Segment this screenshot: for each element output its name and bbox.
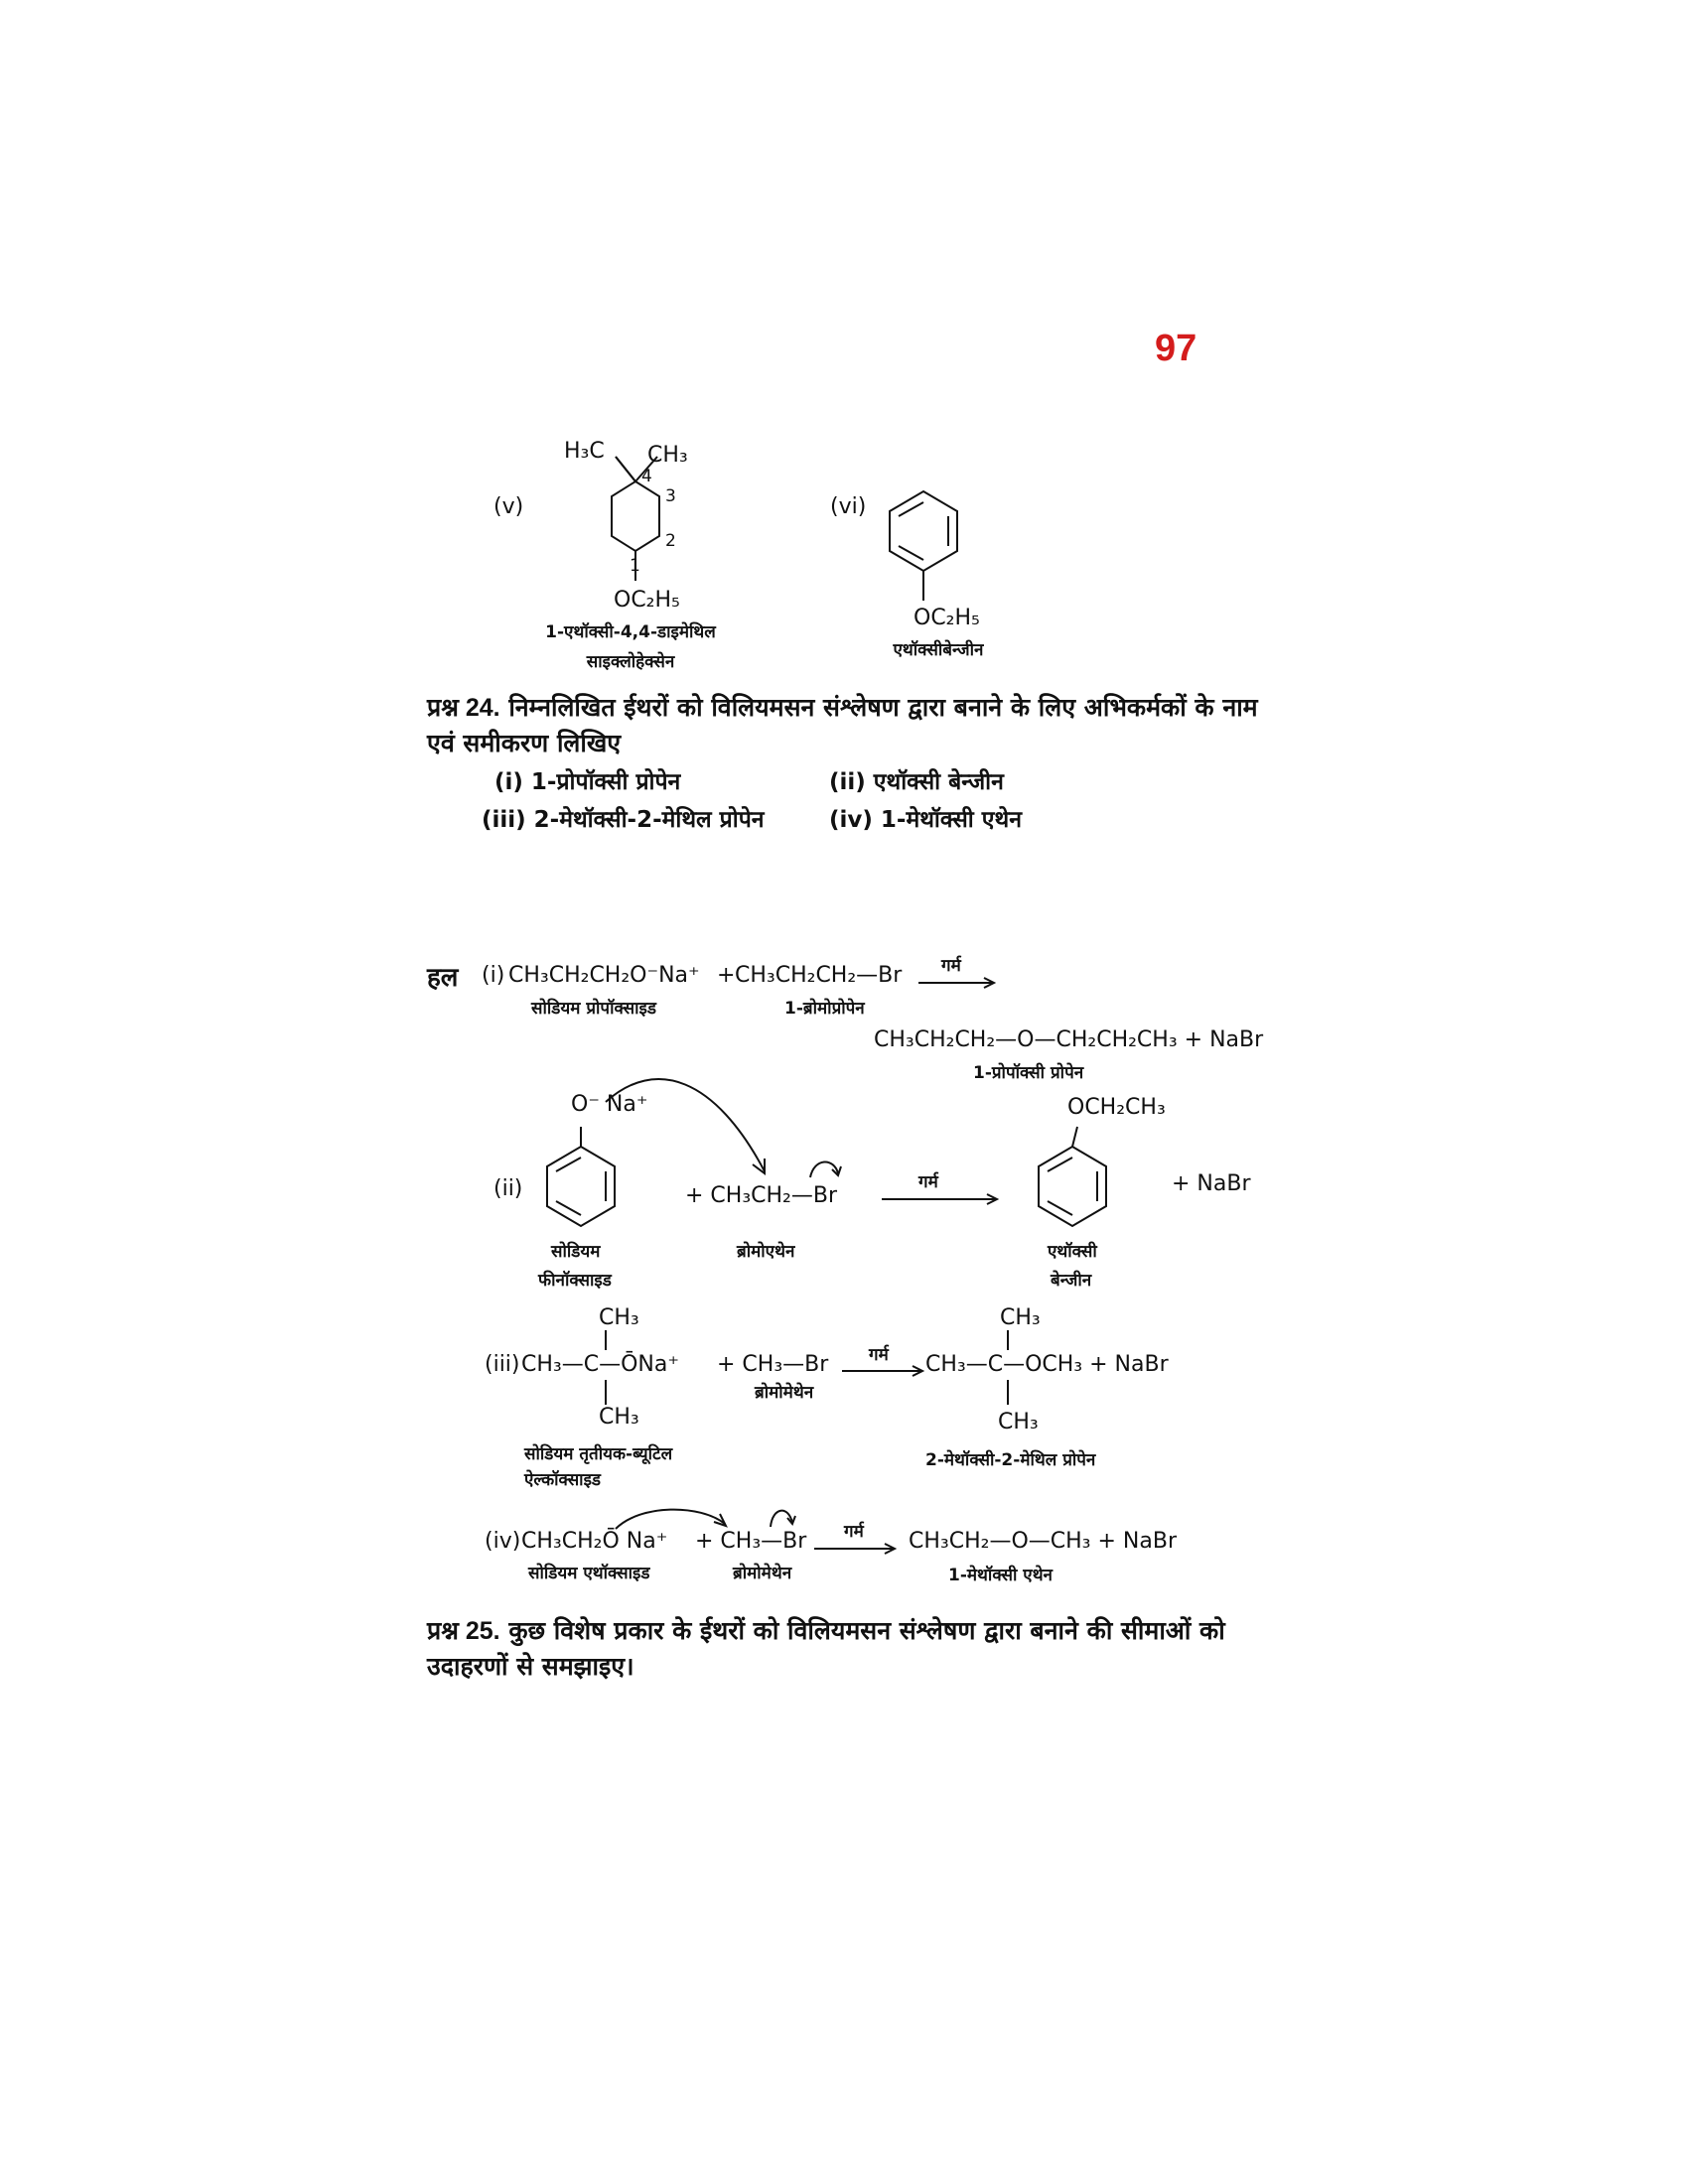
benzene-ring-vi (884, 491, 963, 620)
sol-iv-arrow (814, 1543, 899, 1555)
sol-i-plus: + (717, 963, 736, 988)
question-25 (427, 1613, 1281, 1685)
question-25-text: कुछ विशेष प्रकार के ईथरों को विलियमसन संश्लेषण द्वारा बनाने की सीमाओं को उदाहरणों से समझाइए। (427, 1616, 1225, 1681)
sol-iv-product-name: 1-मेथॉक्सी एथेन (948, 1566, 1053, 1585)
part-vi-name: एथॉक्सीबेन्जीन (893, 640, 984, 660)
cyclohexane-ring (586, 457, 685, 606)
sol-ii-reactant1-name-1: सोडियम (551, 1242, 601, 1262)
sol-iii-reactant1-name-1: सोडियम तृतीयक-ब्यूटिल (524, 1444, 673, 1464)
sol-ii-arrow (882, 1193, 1001, 1205)
solution-label: हल (427, 963, 459, 993)
q24-option-i: (i) 1-प्रोपॉक्सी प्रोपेन (494, 769, 681, 795)
sol-iii-reactant2: + CH₃—Br (717, 1352, 829, 1377)
sol-iii-reactant2-name: ब्रोमोमेथेन (755, 1383, 814, 1403)
sol-iii-reactant1-name (524, 1441, 672, 1493)
sol-iv-reactant2: + CH₃—Br (695, 1529, 807, 1554)
sol-ii-heat: गर्म (918, 1172, 938, 1192)
part-v-num4: 4 (641, 467, 652, 486)
question-24-number: प्रश्न 24. (427, 694, 500, 722)
sol-iv-reactant1-name: सोडियम एथॉक्साइड (528, 1564, 650, 1583)
sol-iv-heat: गर्म (844, 1522, 864, 1542)
sol-iii-product: CH₃—C—OCH₃ + NaBr (925, 1352, 1169, 1377)
q24-option-iii: (iii) 2-मेथॉक्सी-2-मेथिल प्रोपेन (482, 807, 765, 833)
part-v-num1: 1 (630, 556, 640, 576)
sol-i-heat: गर्म (941, 956, 961, 976)
sol-iii-arrow (842, 1365, 926, 1377)
sol-iii-reactant1-name-2: ऐल्कॉक्साइड (524, 1470, 602, 1490)
sol-iii-heat: गर्म (869, 1345, 889, 1365)
part-vi-substituent: OC₂H₅ (914, 606, 980, 630)
sol-iv-reactant2-name: ब्रोमोमेथेन (733, 1564, 792, 1583)
sol-ii-label: (ii) (493, 1176, 523, 1201)
sol-iv-reactant1: CH₃CH₂Ō Na⁺ (521, 1529, 668, 1554)
part-v-name (516, 617, 745, 677)
part-v-name-line2: साइक्लोहेक्सेन (586, 652, 675, 672)
sol-iii-left-chain: CH₃—C—ŌNa⁺ (521, 1352, 679, 1377)
sol-iii-ch3-bottom: CH₃ (599, 1405, 639, 1430)
part-v-num3: 3 (665, 486, 676, 506)
sol-iv-label: (iv) (485, 1529, 521, 1554)
question-25-number: प्रश्न 25. (427, 1617, 500, 1645)
benzene-ring-product (1033, 1127, 1112, 1236)
sol-iii-product-name: 2-मेथॉक्सी-2-मेथिल प्रोपेन (925, 1450, 1096, 1470)
sol-iii-label: (iii) (485, 1352, 520, 1377)
sol-ii-reactant2-name: ब्रोमोएथेन (737, 1242, 795, 1262)
q24-option-iv: (iv) 1-मेथॉक्सी एथेन (829, 807, 1022, 833)
sol-iii-product-ch3-top: CH₃ (1000, 1305, 1041, 1330)
page-number: 97 (1155, 328, 1197, 369)
part-v-substituent: OC₂H₅ (614, 588, 680, 613)
sol-ii-ion: O⁻ Na⁺ (571, 1092, 648, 1117)
sol-i-label: (i) (482, 963, 505, 988)
sol-i-reactant1-name: सोडियम प्रोपॉक्साइड (531, 999, 656, 1019)
part-v-name-line1: 1-एथॉक्सी-4,4-डाइमेथिल (545, 622, 716, 642)
sol-ii-product-name-1: एथॉक्सी (1048, 1242, 1097, 1262)
part-vi-label: (vi) (830, 494, 867, 519)
sol-iv-product: CH₃CH₂—O—CH₃ + NaBr (909, 1529, 1177, 1554)
sol-ii-leaving-arrow (806, 1154, 846, 1183)
sol-iii-product-ch3-bottom: CH₃ (998, 1410, 1039, 1434)
sol-ii-product-name-2: बेन्जीन (1051, 1271, 1092, 1291)
sol-i-product: CH₃CH₂CH₂—O—CH₂CH₂CH₃ + NaBr (874, 1027, 1264, 1052)
question-24 (427, 690, 1281, 761)
sol-ii-reactant2: + CH₃CH₂—Br (685, 1183, 838, 1208)
sol-i-arrow (918, 977, 998, 989)
q24-option-ii: (ii) एथॉक्सी बेन्जीन (829, 769, 1004, 795)
question-24-text: निम्नलिखित ईथरों को विलियमसन संश्लेषण द्वारा बनाने के लिए अभिकर्मकों के नाम एवं समीकरण लिखिए (427, 693, 1258, 757)
sol-i-reactant2-name: 1-ब्रोमोप्रोपेन (784, 999, 865, 1019)
part-v-label: (v) (493, 494, 524, 519)
sol-ii-reactant1-name-2: फीनॉक्साइड (538, 1271, 612, 1291)
part-v-ch3: CH₃ (647, 443, 688, 468)
sol-ii-byproduct: + NaBr (1172, 1171, 1251, 1196)
sol-ii-product-sub: OCH₂CH₃ (1067, 1095, 1166, 1120)
part-v-num2: 2 (665, 531, 676, 551)
part-v-h3c: H₃C (564, 439, 605, 464)
sol-i-reactant1: CH₃CH₂CH₂O⁻Na⁺ (508, 963, 700, 988)
sol-ii-curved-arrow (596, 1057, 774, 1181)
sol-iv-leaving-arrow (767, 1501, 796, 1531)
sol-i-product-name: 1-प्रोपॉक्सी प्रोपेन (973, 1063, 1084, 1083)
sol-i-reactant2: CH₃CH₂CH₂—Br (735, 963, 903, 988)
sol-iii-ch3-top: CH₃ (599, 1305, 639, 1330)
